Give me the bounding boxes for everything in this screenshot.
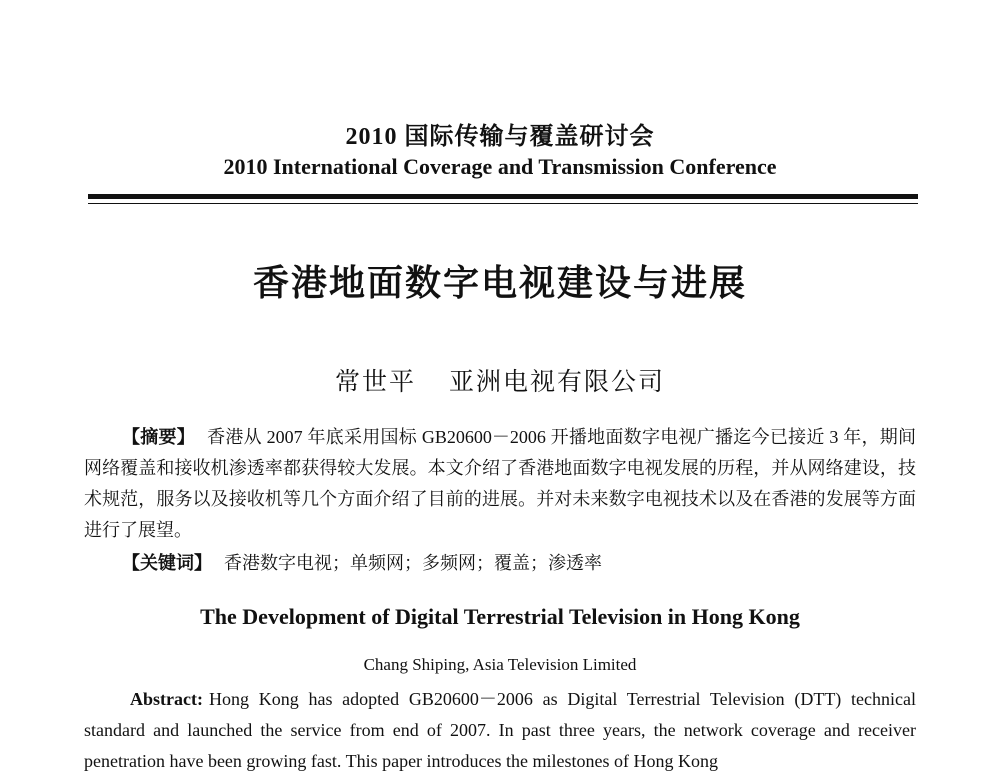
header-rule-thick	[88, 194, 918, 199]
author-affiliation-en: Chang Shiping, Asia Television Limited	[363, 655, 637, 674]
keywords-cn	[84, 548, 916, 579]
abstract-text-cn: 香港从 2007 年底采用国标 GB20600－2006 开播地面数字电视广播迄今已接近 3 年，期间网络覆盖和接收机渗透率都获得较大发展。本文介绍了香港地面数字电视发展的历程，并从网络建设，技术规范，服务以及接收机等几个方面介绍了目前的进展。并对未来数字电视技术以及在香港的发展等方面进行了展望。	[84, 427, 917, 540]
paper-title-cn: 香港地面数字电视建设与进展	[252, 263, 747, 304]
abstract-en	[84, 684, 916, 777]
abstract-cn	[84, 422, 916, 546]
author-affiliation-cn: 常世平 亚洲电视有限公司	[334, 369, 665, 396]
header-rule-thin	[88, 203, 918, 204]
paper-title-en: The Development of Digital Terrestrial Television in Hong Kong	[200, 604, 800, 629]
abstract-text-en: Hong Kong has adopted GB20600－2006 as Digital Terrestrial Television (DTT) technical standard and launched the service from end of 2007. In past three years, the network coverage and receiver penetration have been growing fast. This paper introduces the milestones of Hong Kong	[84, 689, 916, 771]
abstract-label-en: Abstract:	[130, 689, 203, 709]
keywords-text-cn: 香港数字电视；单频网；多频网；覆盖；渗透率	[224, 553, 602, 573]
keywords-label-cn: 【关键词】	[122, 553, 212, 574]
conference-title-cn: 2010 国际传输与覆盖研讨会	[345, 124, 655, 150]
conference-title-en: 2010 International Coverage and Transmission Conference	[223, 154, 777, 179]
abstract-label-cn: 【摘要】	[122, 427, 196, 448]
